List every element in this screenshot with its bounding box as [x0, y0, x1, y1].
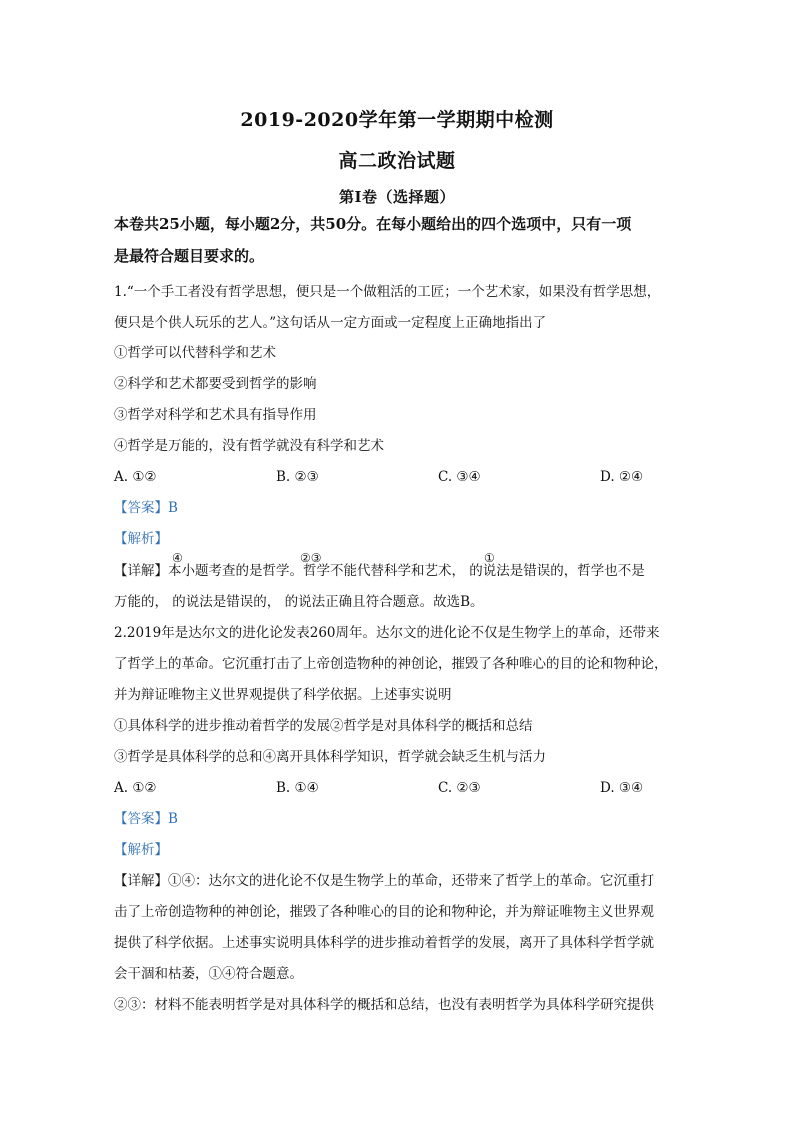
q2-option-c: C. ②③	[438, 780, 481, 796]
q1-option-b: B. ②③	[276, 469, 319, 485]
q2-detail-line-3: 提供了科学依据。上述事实说明具体科学的进步推动着哲学的发展，离开了具体科学哲学就	[114, 935, 654, 951]
q2-option-d: D. ③④	[600, 780, 644, 796]
q1-option-c: C. ③④	[438, 469, 481, 485]
q1-analysis-label: 【解析】	[114, 531, 168, 547]
q1-mark-4: ④	[172, 551, 183, 565]
q2-option-b: B. ①④	[276, 780, 319, 796]
q1-option-d: D. ②④	[600, 469, 644, 485]
q1-item-2: ②科学和艺术都要受到哲学的影响	[114, 376, 317, 392]
q2-items-line-2: ③哲学是具体科学的总和④离开具体科学知识，哲学就会缺乏生机与活力	[114, 749, 546, 765]
q1-item-1: ①哲学可以代替科学和艺术	[114, 345, 276, 361]
q2-stem-line-3: 并为辩证唯物主义世界观提供了科学依据。上述事实说明	[114, 687, 452, 703]
q1-stem-line-2: 便只是个供人玩乐的艺人。”这句话从一定方面或一定程度上正确地指出了	[114, 315, 547, 331]
instructions-line-2: 是最符合题目要求的。	[114, 247, 265, 265]
section-title: 第Ⅰ卷（选择题）	[338, 188, 456, 206]
q1-item-3: ③哲学对科学和艺术具有指导作用	[114, 407, 317, 423]
instructions-line-1: 本卷共25小题，每小题2分，共50分。在每小题给出的四个选项中，只有一项	[114, 215, 632, 233]
q2-detail-line-1: 【详解】①④：达尔文的进化论不仅是生物学上的革命，还带来了哲学上的革命。它沉重打	[114, 873, 654, 889]
q2-stem-line-1: 2.2019年是达尔文的进化论发表260周年。达尔文的进化论不仅是生物学上的革命，还带来	[114, 625, 660, 641]
q1-mark-23: ②③	[300, 551, 322, 565]
q1-stem-line-1: 1.“一个手工者没有哲学思想，便只是一个做粗活的工匠；一个艺术家，如果没有哲学思想，	[114, 284, 661, 300]
subject-title: 高二政治试题	[338, 150, 456, 172]
q1-item-4: ④哲学是万能的，没有哲学就没有科学和艺术	[114, 438, 384, 454]
q2-analysis-label: 【解析】	[114, 842, 168, 858]
q2-stem-line-2: 了哲学上的革命。它沉重打击了上帝创造物种的神创论，摧毁了各种唯心的目的论和物种论，	[114, 656, 668, 672]
q1-answer: 【答案】B	[114, 500, 178, 516]
q2-items-line-1: ①具体科学的进步推动着哲学的发展②哲学是对具体科学的概括和总结	[114, 718, 533, 734]
q2-detail-line-5: ②③：材料不能表明哲学是对具体科学的概括和总结，也没有表明哲学为具体科学研究提供	[114, 997, 654, 1013]
q2-detail-line-2: 击了上帝创造物种的神创论，摧毁了各种唯心的目的论和物种论，并为辩证唯物主义世界观	[114, 904, 654, 920]
exam-title: 2019-2020学年第一学期期中检测	[240, 109, 554, 131]
q2-answer: 【答案】B	[114, 811, 178, 827]
q1-option-a: A. ①②	[114, 469, 157, 485]
q1-detail-line-2: 万能的， 的说法是错误的， 的说法正确且符合题意。故选B。	[114, 594, 484, 610]
q2-detail-line-4: 会干涸和枯萎，①④符合题意。	[114, 966, 303, 982]
q1-detail-line-1: 【详解】本小题考查的是哲学。哲学不能代替科学和艺术， 的说法是错误的，哲学也不是	[114, 563, 645, 579]
q1-mark-1: ①	[484, 551, 495, 565]
q2-option-a: A. ①②	[114, 780, 157, 796]
